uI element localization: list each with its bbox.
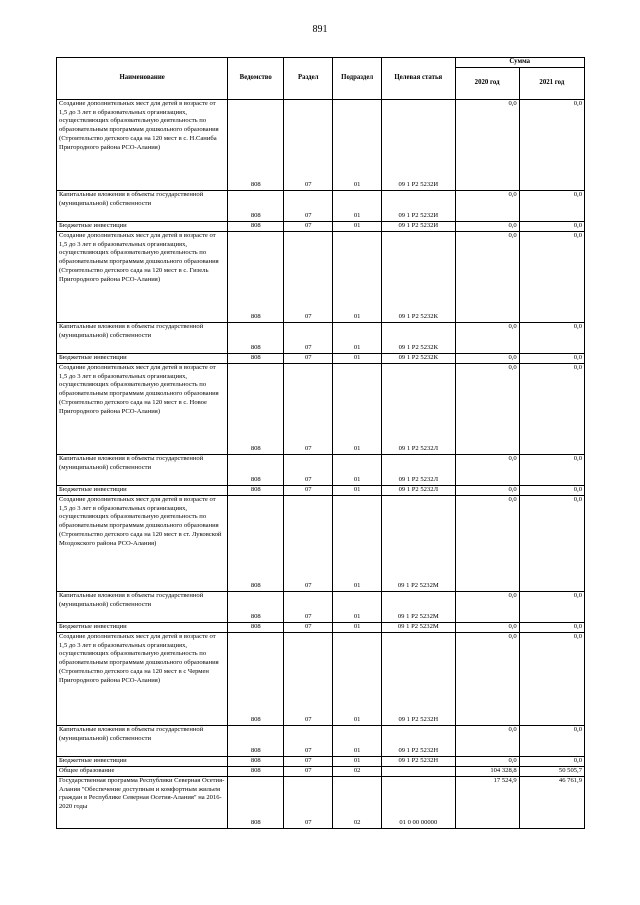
row-2020-cell: 0,0	[455, 354, 519, 364]
table-row	[57, 323, 585, 354]
row-target-cell: 09 1 P2 5232И	[382, 100, 455, 191]
row-2020-cell: 0,0	[455, 623, 519, 633]
header-sum: Сумма	[455, 58, 585, 68]
row-vedomstvo-cell: 808	[228, 633, 284, 726]
row-2021-cell: 0,0	[519, 633, 584, 726]
row-vedomstvo-cell: 808	[228, 767, 284, 777]
row-razdel-cell: 07	[284, 633, 333, 726]
table-row	[57, 726, 585, 757]
row-2020-cell: 0,0	[455, 191, 519, 222]
table-row	[57, 222, 585, 232]
row-target-cell: 09 1 P2 5232М	[382, 496, 455, 592]
row-target-cell: 09 1 P2 5232К	[382, 232, 455, 323]
row-podrazdel-cell: 01	[333, 455, 382, 486]
row-razdel-cell: 07	[284, 777, 333, 829]
row-name-cell: Государственная программа Республики Северная Осетия-Алания "Обеспечение доступным и комфортным жильем граждан в Республике Северная Осетия-Алания" на 2016-2020 годы	[57, 777, 228, 829]
row-razdel-cell: 07	[284, 767, 333, 777]
row-target-cell: 09 1 P2 5232И	[382, 222, 455, 232]
row-2021-cell: 0,0	[519, 232, 584, 323]
row-2021-cell: 0,0	[519, 757, 584, 767]
table-row	[57, 757, 585, 767]
row-name-cell: Бюджетные инвестиции	[57, 486, 228, 496]
row-podrazdel-cell: 01	[333, 592, 382, 623]
row-vedomstvo-cell: 808	[228, 364, 284, 455]
row-name-cell: Создание дополнительных мест для детей в возрасте от 1,5 до 3 лет в образовательных организациях, осуществляющих образовательную деятельность по образовательным программам дошкольного образования (Строительство детского сада на 120 мест в с Чермен Пригородного района РСО-Алания)	[57, 633, 228, 726]
row-2020-cell: 0,0	[455, 364, 519, 455]
row-name-cell: Создание дополнительных мест для детей в возрасте от 1,5 до 3 лет в образовательных организациях, осуществляющих образовательную деятельность по образовательным программам дошкольного образования (Строительство детского сада на 120 мест в с. Новое Пригородного района РСО-Алания)	[57, 364, 228, 455]
row-2021-cell: 0,0	[519, 592, 584, 623]
row-target-cell: 09 1 P2 5232Л	[382, 455, 455, 486]
row-2020-cell: 0,0	[455, 222, 519, 232]
table-row	[57, 592, 585, 623]
row-2020-cell: 0,0	[455, 726, 519, 757]
row-razdel-cell: 07	[284, 592, 333, 623]
row-vedomstvo-cell: 808	[228, 757, 284, 767]
row-vedomstvo-cell: 808	[228, 726, 284, 757]
table-row	[57, 354, 585, 364]
row-vedomstvo-cell: 808	[228, 354, 284, 364]
header-podrazdel: Подраздел	[333, 58, 382, 100]
row-name-cell: Бюджетные инвестиции	[57, 354, 228, 364]
row-target-cell: 09 1 P2 5232К	[382, 354, 455, 364]
row-2020-cell: 0,0	[455, 496, 519, 592]
row-vedomstvo-cell: 808	[228, 592, 284, 623]
row-name-cell: Создание дополнительных мест для детей в возрасте от 1,5 до 3 лет в образовательных организациях, осуществляющих образовательную деятельность по образовательным программам дошкольного образования (Строительство детского сада на 120 мест в с. Гизель Пригородного района РСО-Алания)	[57, 232, 228, 323]
row-2020-cell: 0,0	[455, 323, 519, 354]
row-podrazdel-cell: 01	[333, 364, 382, 455]
row-2021-cell: 0,0	[519, 323, 584, 354]
row-podrazdel-cell: 01	[333, 232, 382, 323]
row-podrazdel-cell: 02	[333, 777, 382, 829]
row-2020-cell: 0,0	[455, 757, 519, 767]
table-row	[57, 364, 585, 455]
table-row	[57, 777, 585, 829]
row-target-cell: 09 1 P2 5232И	[382, 191, 455, 222]
row-razdel-cell: 07	[284, 364, 333, 455]
row-vedomstvo-cell: 808	[228, 496, 284, 592]
table-row	[57, 455, 585, 486]
row-razdel-cell: 07	[284, 100, 333, 191]
row-2021-cell: 0,0	[519, 486, 584, 496]
row-razdel-cell: 07	[284, 726, 333, 757]
table-row	[57, 232, 585, 323]
header-razdel: Раздел	[284, 58, 333, 100]
row-podrazdel-cell: 01	[333, 496, 382, 592]
row-podrazdel-cell: 01	[333, 100, 382, 191]
row-podrazdel-cell: 01	[333, 486, 382, 496]
row-2021-cell: 0,0	[519, 496, 584, 592]
row-2020-cell: 0,0	[455, 100, 519, 191]
row-razdel-cell: 07	[284, 455, 333, 486]
page-number: 891	[312, 24, 328, 35]
header-name: Наименование	[57, 58, 228, 100]
row-razdel-cell: 07	[284, 191, 333, 222]
row-target-cell: 09 1 P2 5232М	[382, 592, 455, 623]
row-2020-cell: 0,0	[455, 455, 519, 486]
row-target-cell: 09 1 P2 5232Л	[382, 486, 455, 496]
row-podrazdel-cell: 01	[333, 323, 382, 354]
row-2021-cell: 0,0	[519, 364, 584, 455]
row-2021-cell: 46 761,9	[519, 777, 584, 829]
row-razdel-cell: 07	[284, 496, 333, 592]
row-razdel-cell: 07	[284, 623, 333, 633]
row-razdel-cell: 07	[284, 232, 333, 323]
row-vedomstvo-cell: 808	[228, 777, 284, 829]
row-podrazdel-cell: 01	[333, 222, 382, 232]
row-podrazdel-cell: 01	[333, 726, 382, 757]
row-target-cell: 09 1 P2 5232Н	[382, 633, 455, 726]
row-2020-cell: 17 524,9	[455, 777, 519, 829]
row-podrazdel-cell: 02	[333, 767, 382, 777]
table-body	[57, 100, 585, 829]
row-vedomstvo-cell: 808	[228, 232, 284, 323]
row-podrazdel-cell: 01	[333, 354, 382, 364]
header-2020: 2020 год	[455, 68, 519, 100]
row-2020-cell: 0,0	[455, 232, 519, 323]
row-2020-cell: 0,0	[455, 633, 519, 726]
row-target-cell: 09 1 P2 5232М	[382, 623, 455, 633]
row-vedomstvo-cell: 808	[228, 191, 284, 222]
row-target-cell: 09 1 P2 5232К	[382, 323, 455, 354]
row-2021-cell: 0,0	[519, 191, 584, 222]
row-vedomstvo-cell: 808	[228, 100, 284, 191]
row-target-cell: 01 0 00 00000	[382, 777, 455, 829]
row-name-cell: Капитальные вложения в объекты государственной (муниципальной) собственности	[57, 455, 228, 486]
header-vedomstvo: Ведомство	[228, 58, 284, 100]
table-row	[57, 100, 585, 191]
row-2021-cell: 0,0	[519, 100, 584, 191]
row-target-cell: 09 1 P2 5232Л	[382, 364, 455, 455]
row-target-cell: 09 1 P2 5232Н	[382, 757, 455, 767]
row-vedomstvo-cell: 808	[228, 623, 284, 633]
header-target: Целевая статья	[382, 58, 455, 100]
row-name-cell: Общее образование	[57, 767, 228, 777]
row-name-cell: Капитальные вложения в объекты государственной (муниципальной) собственности	[57, 191, 228, 222]
row-name-cell: Капитальные вложения в объекты государственной (муниципальной) собственности	[57, 726, 228, 757]
table-row	[57, 767, 585, 777]
budget-table	[56, 57, 585, 829]
table-row	[57, 486, 585, 496]
row-razdel-cell: 07	[284, 486, 333, 496]
row-2020-cell: 104 328,8	[455, 767, 519, 777]
row-name-cell: Капитальные вложения в объекты государственной (муниципальной) собственности	[57, 592, 228, 623]
row-2020-cell: 0,0	[455, 486, 519, 496]
table-row	[57, 191, 585, 222]
row-2021-cell: 0,0	[519, 623, 584, 633]
row-podrazdel-cell: 01	[333, 191, 382, 222]
row-podrazdel-cell: 01	[333, 633, 382, 726]
row-razdel-cell: 07	[284, 757, 333, 767]
row-podrazdel-cell: 01	[333, 757, 382, 767]
row-vedomstvo-cell: 808	[228, 222, 284, 232]
row-2021-cell: 0,0	[519, 354, 584, 364]
row-target-cell: 09 1 P2 5232Н	[382, 726, 455, 757]
row-razdel-cell: 07	[284, 354, 333, 364]
row-name-cell: Создание дополнительных мест для детей в возрасте от 1,5 до 3 лет в образовательных организациях, осуществляющих образовательную деятельность по образовательным программам дошкольного образования (Строительство детского сада на 120 мест в с. Н.Саниба Пригородного района РСО-Алания)	[57, 100, 228, 191]
row-razdel-cell: 07	[284, 222, 333, 232]
row-vedomstvo-cell: 808	[228, 486, 284, 496]
row-name-cell: Капитальные вложения в объекты государственной (муниципальной) собственности	[57, 323, 228, 354]
row-name-cell: Создание дополнительных мест для детей в возрасте от 1,5 до 3 лет в образовательных организациях, осуществляющих образовательную деятельность по образовательным программам дошкольного образования (Строительство детского сада на 120 мест в ст. Луковской Моздокского района РСО-Алания)	[57, 496, 228, 592]
table-row	[57, 623, 585, 633]
row-2020-cell: 0,0	[455, 592, 519, 623]
row-podrazdel-cell: 01	[333, 623, 382, 633]
row-razdel-cell: 07	[284, 323, 333, 354]
table-row	[57, 633, 585, 726]
row-2021-cell: 0,0	[519, 222, 584, 232]
row-name-cell: Бюджетные инвестиции	[57, 623, 228, 633]
table-row	[57, 496, 585, 592]
row-name-cell: Бюджетные инвестиции	[57, 222, 228, 232]
row-2021-cell: 50 505,7	[519, 767, 584, 777]
row-2021-cell: 0,0	[519, 726, 584, 757]
row-2021-cell: 0,0	[519, 455, 584, 486]
row-target-cell	[382, 767, 455, 777]
row-vedomstvo-cell: 808	[228, 323, 284, 354]
row-name-cell: Бюджетные инвестиции	[57, 757, 228, 767]
header-2021: 2021 год	[519, 68, 584, 100]
row-vedomstvo-cell: 808	[228, 455, 284, 486]
